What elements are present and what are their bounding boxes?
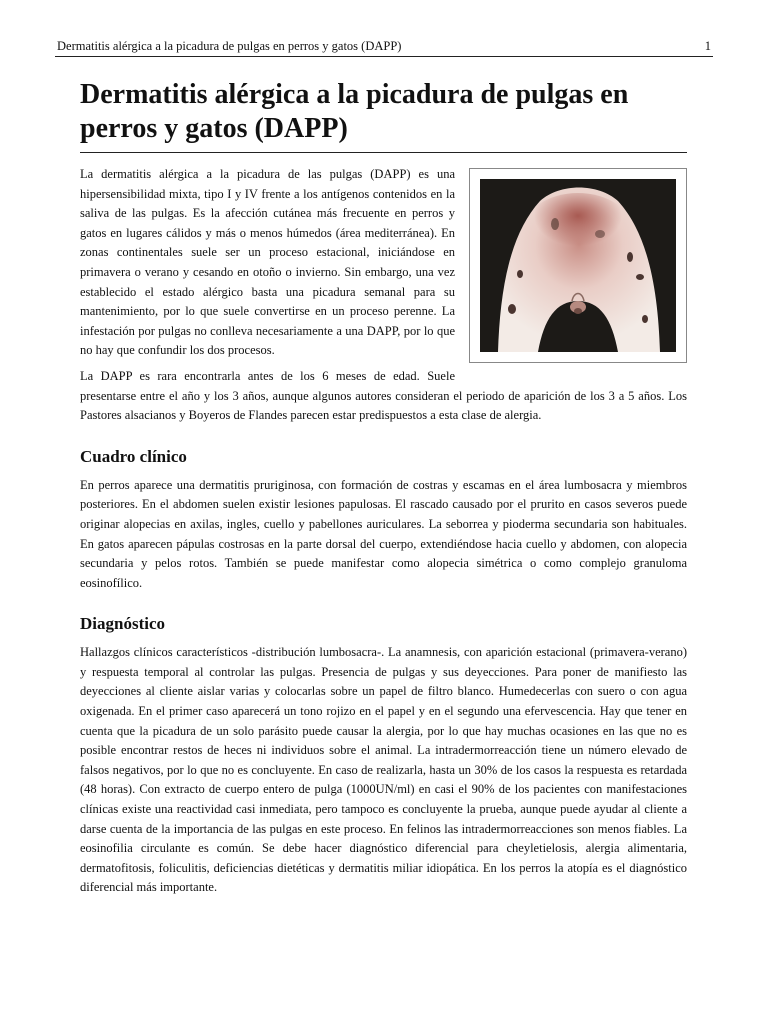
article xyxy=(80,78,687,898)
section-text-cuadro-clinico: En perros aparece una dermatitis pruriginosa, con formación de costras y escamas en el área lumbosacra y miembros posteriores. En el abdomen suelen existir lesiones papulosas. El rascado causado por el prurito en casos severos puede originar alopecias en axilas, ingles, cuello y pabellones auriculares. La seborrea y pioderma secundaria son habituales. En gatos aparecen pápulas costrosas en la parte dorsal del cuerpo, extendiéndose hacia cuello y abdomen, con alopecia secundaria y pelos rotos. También se puede manifestar como alopecia simétrica o como complejo granuloma eosinofílico. xyxy=(80,477,687,590)
section-heading-cuadro-clinico: Cuadro clínico xyxy=(80,446,187,466)
article-figure xyxy=(469,168,687,363)
running-title: Dermatitis alérgica a la picadura de pulgas en perros y gatos (DAPP) xyxy=(57,39,402,53)
page-header xyxy=(55,38,713,57)
intro-paragraph: La dermatitis alérgica a la picadura de las pulgas (DAPP) es una hipersensibilidad mixta, tipo I y IV frente a los antígenos contenidos en la saliva de las pulgas. Es la afección cutánea más frecuente en perros y gatos en lugares cálidos y más o menos húmedos (área mediterránea). En zonas continentales suele ser un proceso estacional, iniciándose en primavera o verano y cesando en otoño o invierno. Sin embargo, una vez establecido el estado alérgico basta una picadura semanal para su mantenimiento, por lo que suele convertirse en un proceso perenne. La infestación por pulgas no conlleva necesariamente a una DAPP, por lo que no hay que confundir los dos procesos. xyxy=(80,167,455,358)
section-text-diagnostico: Hallazgos clínicos característicos -distribución lumbosacra-. La anamnesis, con aparición estacional (primavera-verano) y respuesta temporal al controlar las pulgas. Presencia de pulgas y sus deyecciones. Para poner de manifiesto las deyecciones al cliente aislar varias y colocarlas sobre un papel de filtro blanco. Humedecerlas con suero o con agua oxigenada. En el primer caso aparecerá un tono rojizo en el papel y en el segundo una efervescencia. Hay que tener en cuenta que la picadura de un solo parásito puede causar la alergia, por lo que hay muchas ocasiones en las que no es posible encontrar restos de heces ni individuos sobre el animal. La intradermorreacción tiene un número elevado de falsos negativos, por lo que no es concluyente. En caso de realizarla, hasta un 30% de los casos la respuesta es retardada (48 horas). Con extracto de cuerpo entero de pulga (1000UN/ml) en casi el 90% de los pacientes con manifestaciones clínicas existe una reactividad casi inmediata, pero tampoco es concluyente la prueba, aunque puede ayudar al cliente a darse cuenta de la importancia de las pulgas en este proceso. En felinos las intradermorreacciones son menos fiables. La eosinofilia circulante es común. Se debe hacer diagnóstico diferencial para cheyletielosis, alergia alimentaria, dermatofitosis, foliculitis, deficiencias dietéticas y dermatitis miliar idiopática. En los perros la atopía es el diagnóstico diferencial más importante. xyxy=(80,645,687,895)
page-number: 1 xyxy=(704,39,711,53)
article-title: Dermatitis alérgica a la picadura de pulgas en perros y gatos (DAPP) xyxy=(80,78,687,153)
section-heading-diagnostico: Diagnóstico xyxy=(80,614,165,634)
intro-paragraph: La DAPP es rara encontrarla antes de los 6 meses de edad. Suele presentarse entre el año y los 3 años, aunque algunos autores consideran el periodo de aparición de los 3 a 5 años. Los Pastores alsacianos y Boyeros de Flandes parecen estar predispuestos a esta clase de alergia. xyxy=(80,368,687,423)
dog-hindquarters-photo-icon xyxy=(480,179,676,352)
intro xyxy=(80,165,687,426)
